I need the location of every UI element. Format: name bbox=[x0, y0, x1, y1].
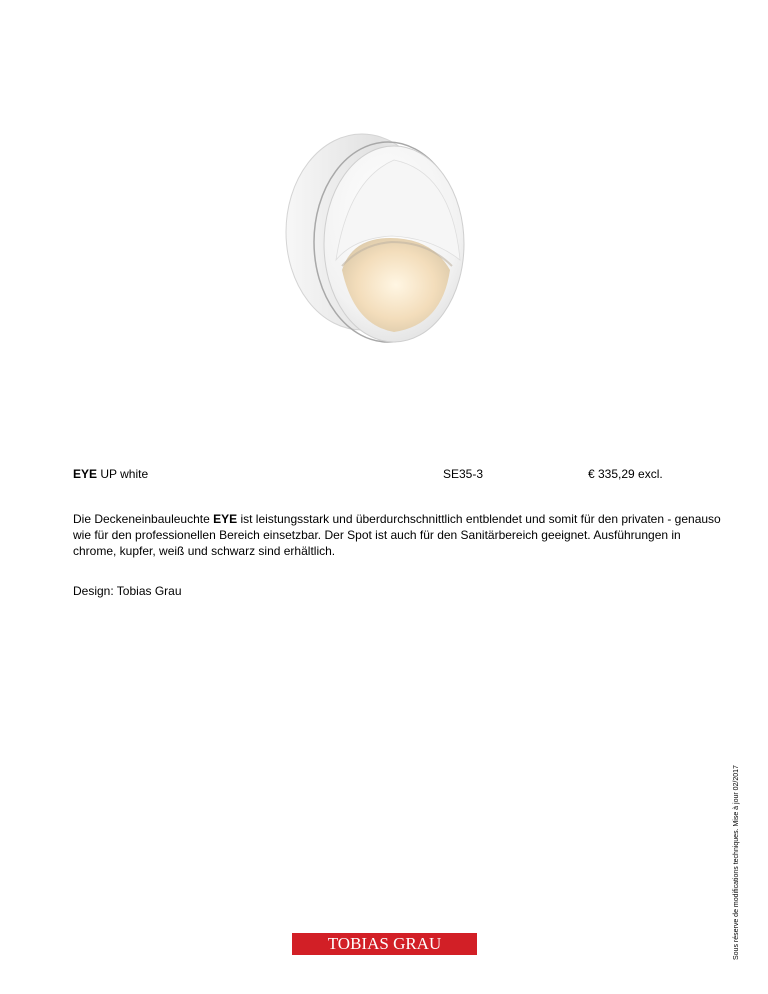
product-name-bold: EYE bbox=[73, 467, 98, 481]
product-description bbox=[73, 511, 723, 559]
description-bold: EYE bbox=[213, 512, 238, 526]
product-price: € 335,29 excl. bbox=[588, 467, 663, 481]
disclaimer-text: Sous réserve de modifications techniques. Mise à jour 02/2017 bbox=[733, 765, 740, 960]
description-part-2: ist leistungsstark und überdurchschnittlich entblendet und somit für den privaten - genauso wie für den professionellen Bereich einsetzbar. Der Spot ist auch für den Sanitärbereich geeignet. Ausführungen in chrome, kupfer, weiß und schwarz sind erhältlich. bbox=[73, 512, 721, 558]
product-name-rest: UP white bbox=[97, 467, 149, 481]
product-name bbox=[73, 467, 148, 481]
product-sku: SE35-3 bbox=[443, 467, 484, 481]
product-image bbox=[262, 120, 512, 370]
eye-lamp-illustration bbox=[262, 120, 512, 370]
design-credit: Design: Tobias Grau bbox=[73, 584, 182, 598]
tobias-grau-logo: TOBIAS GRAU bbox=[292, 933, 477, 955]
description-part-1: Die Deckeneinbauleuchte bbox=[73, 512, 214, 526]
